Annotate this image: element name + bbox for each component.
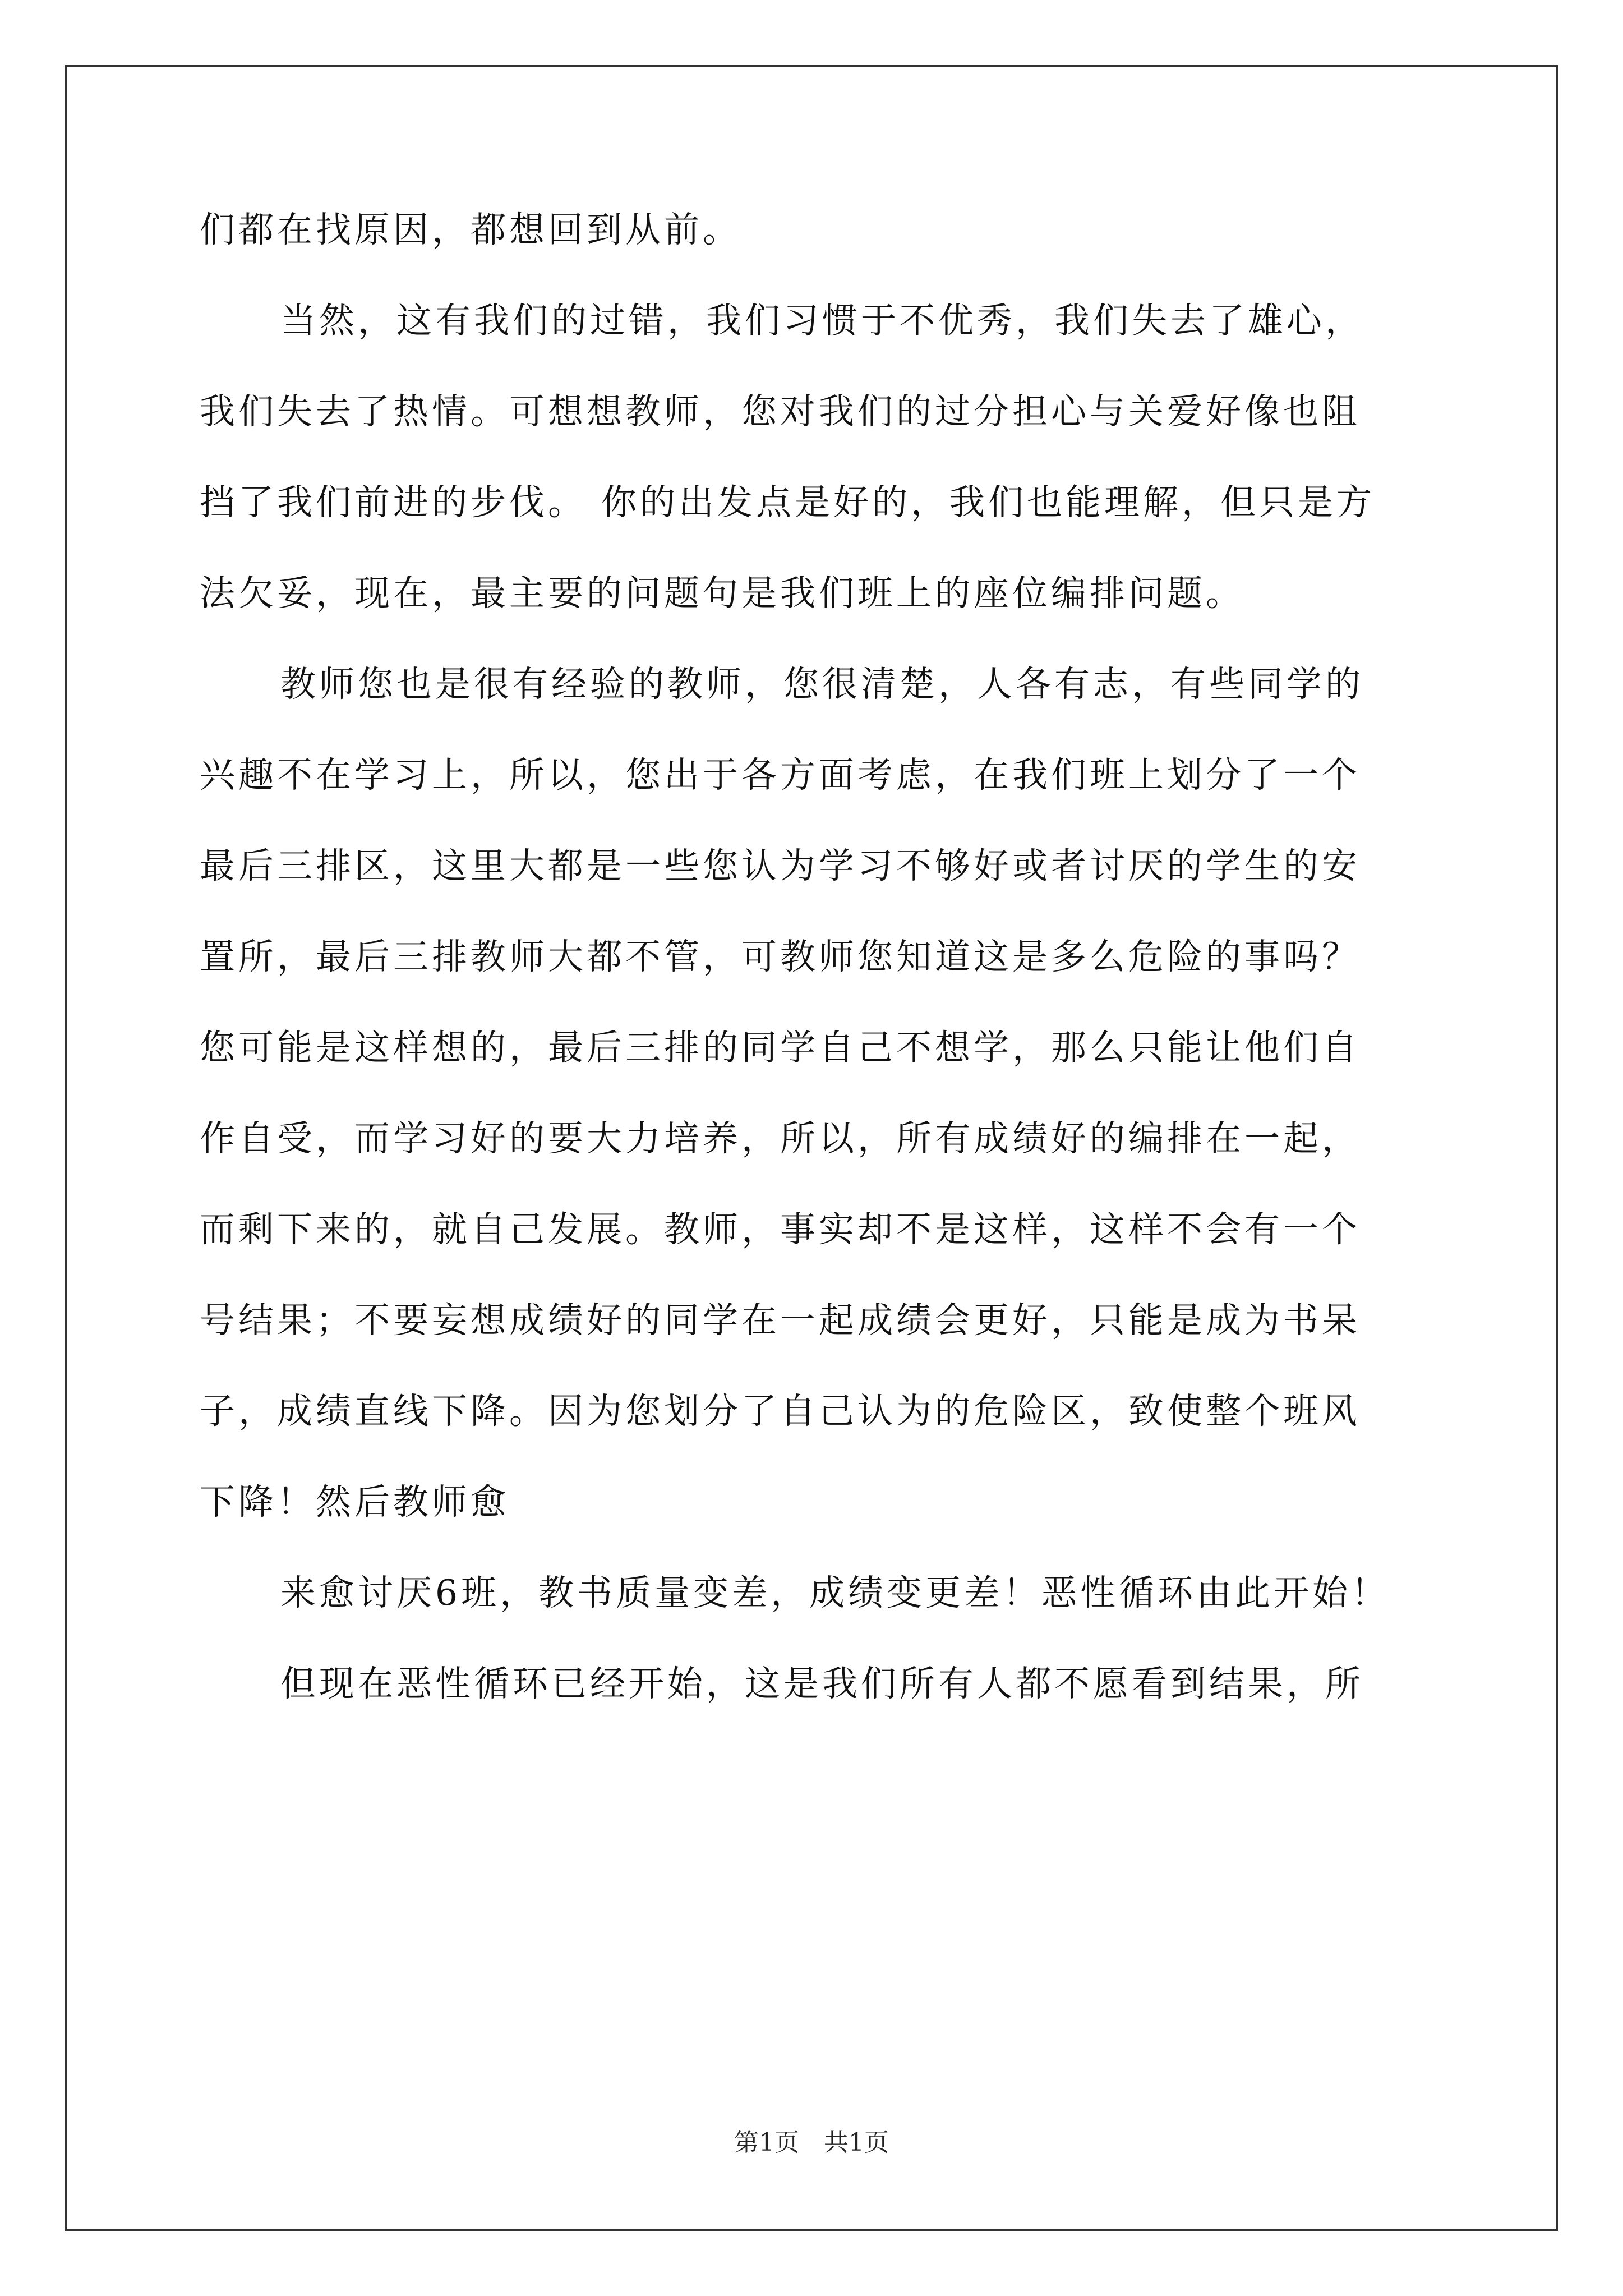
body-line: 号结果；不要妄想成绩好的同学在一起成绩会更好，只能是成为书呆 [200, 1300, 1361, 1341]
page-number-current: 第1页 [734, 2128, 799, 2157]
body-line: 子，成绩直线下降。因为您划分了自己认为的危险区，致使整个班风 [200, 1391, 1361, 1432]
body-line: 我们失去了热情。可想想教师，您对我们的过分担心与关爱好像也阻 [200, 391, 1361, 432]
body-line: 您可能是这样想的，最后三排的同学自己不想学，那么只能让他们自 [200, 1027, 1361, 1068]
page-number-total: 共1页 [824, 2128, 889, 2157]
paragraph-start-line: 但现在恶性循环已经开始，这是我们所有人都不愿看到结果，所 [280, 1663, 1364, 1704]
paragraph-start-line: 当然，这有我们的过错，我们习惯于不优秀，我们失去了雄心， [280, 300, 1364, 341]
body-line: 法欠妥，现在，最主要的问题句是我们班上的座位编排问题。 [200, 573, 1244, 614]
body-line: 置所，最后三排教师大都不管，可教师您知道这是多么危险的事吗？ [200, 936, 1361, 977]
paragraph-start-line: 教师您也是很有经验的教师，您很清楚，人各有志，有些同学的 [280, 664, 1364, 705]
body-line: 下降！然后教师愈 [200, 1481, 509, 1522]
body-line: 们都在找原因，都想回到从前。 [200, 209, 741, 250]
page-footer [0, 2126, 1623, 2160]
paragraph-start-line: 来愈讨厌6班，教书质量变差，成绩变更差！恶性循环由此开始！ [280, 1572, 1390, 1613]
body-line: 而剩下来的，就自己发展。教师，事实却不是这样，这样不会有一个 [200, 1209, 1361, 1250]
body-line: 作自受，而学习好的要大力培养，所以，所有成绩好的编排在一起， [200, 1118, 1361, 1159]
body-line: 挡了我们前进的步伐。 你的出发点是好的，我们也能理解，但只是方 [200, 482, 1376, 523]
body-line: 最后三排区，这里大都是一些您认为学习不够好或者讨厌的学生的安 [200, 845, 1361, 886]
body-line: 兴趣不在学习上，所以，您出于各方面考虑，在我们班上划分了一个 [200, 754, 1361, 795]
